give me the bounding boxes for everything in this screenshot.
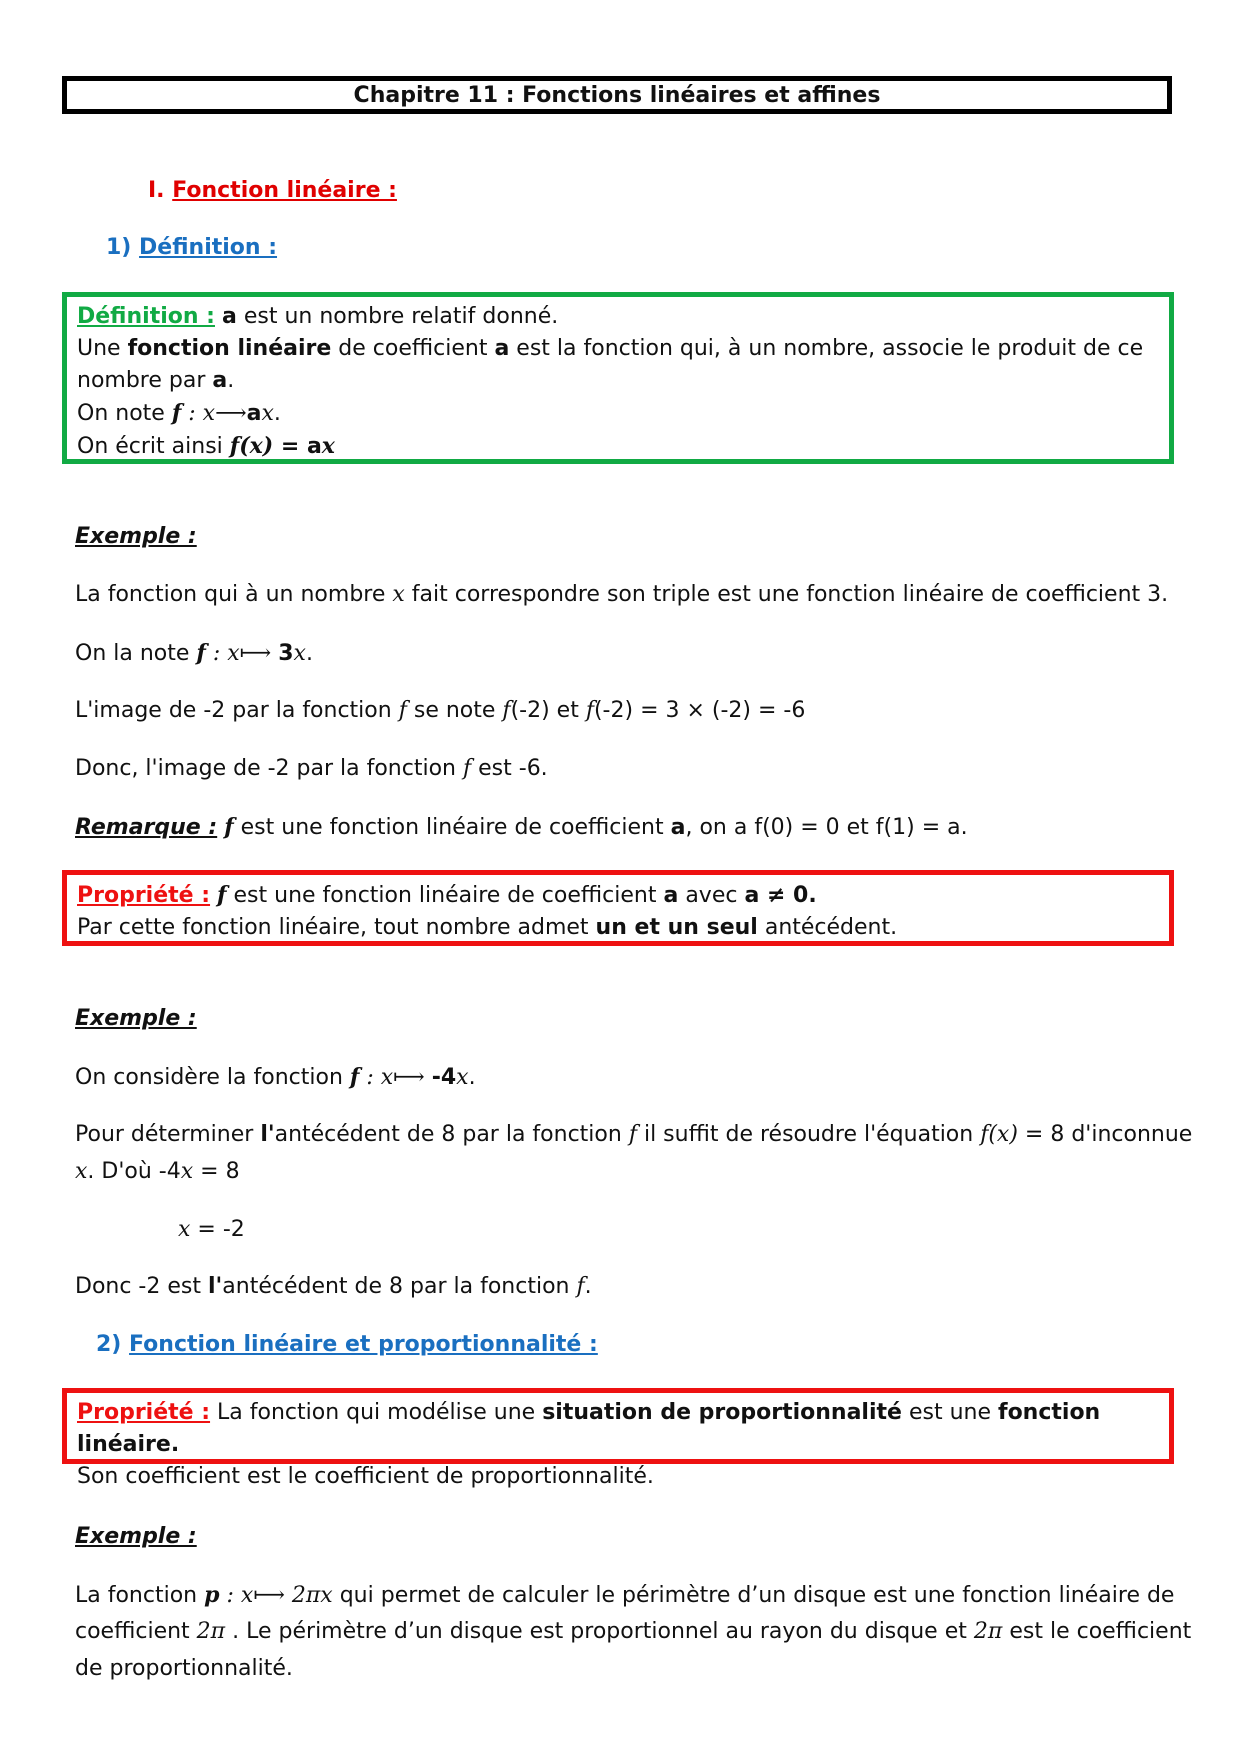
- example2-paragraph-3: x. D'où -4x = 8: [75, 1159, 240, 1184]
- example1-paragraph-1: La fonction qui à un nombre x fait correspondre son triple est une fonction linéaire de coefficient 3.: [75, 582, 1169, 607]
- definition-line-2: Une fonction linéaire de coefficient a est la fonction qui, à un nombre, associe le produit de ce: [77, 336, 1144, 361]
- example-heading-2: Exemple :: [75, 1006, 197, 1031]
- example2-solution: x = -2: [178, 1217, 245, 1242]
- definition-line-4: On note f : x⟶ax.: [77, 400, 281, 426]
- example-heading-3: Exemple :: [75, 1524, 197, 1549]
- property-label: Propriété :: [77, 883, 211, 908]
- example1-paragraph-3: L'image de -2 par la fonction f se note f(-2) et f(-2) = 3 × (-2) = -6: [75, 698, 806, 723]
- example3-paragraph-3: de proportionnalité.: [75, 1656, 293, 1681]
- definition-line-3: nombre par a.: [77, 368, 235, 393]
- subsection-title: Fonction linéaire et proportionnalité :: [129, 1332, 598, 1357]
- subsection-heading-2: [96, 1332, 598, 1357]
- property2-line-2: Son coefficient est le coefficient de proportionnalité.: [77, 1464, 654, 1489]
- example2-conclusion: Donc -2 est l'antécédent de 8 par la fonction f.: [75, 1274, 592, 1299]
- definition-line-1: Définition : a est un nombre relatif donné.: [77, 304, 559, 329]
- definition-line-5: On écrit ainsi f(x) = ax: [77, 433, 335, 459]
- property1-line-2: Par cette fonction linéaire, tout nombre admet un et un seul antécédent.: [77, 915, 898, 940]
- definition-label: Définition :: [77, 304, 215, 329]
- property-label: Propriété :: [77, 1400, 211, 1425]
- subsection-number: 2): [96, 1332, 122, 1357]
- example1-paragraph-2: On la note f : x⟼ 3x.: [75, 640, 313, 666]
- example3-paragraph-1: La fonction p : x⟼ 2πx qui permet de calculer le périmètre d’un disque est une fonction linéaire de: [75, 1582, 1175, 1608]
- example3-paragraph-2: coefficient 2π . Le périmètre d’un disque est proportionnel au rayon du disque et 2π est le coefficient: [75, 1619, 1192, 1644]
- example-heading-1: Exemple :: [75, 524, 197, 549]
- section-heading-1: [148, 178, 397, 203]
- property2-line-1: Propriété : La fonction qui modélise une situation de proportionnalité est une fonction linéaire.: [77, 1400, 1101, 1457]
- example2-paragraph-1: On considère la fonction f : x⟼ -4x.: [75, 1064, 476, 1090]
- remark-label: Remarque :: [75, 815, 218, 840]
- property1-line-1: Propriété : f est une fonction linéaire de coefficient a avec a ≠ 0.: [77, 882, 817, 908]
- subsection-heading-1: [106, 235, 277, 260]
- property-box-2: [62, 1388, 1174, 1489]
- chapter-title: Chapitre 11 : Fonctions linéaires et affines: [62, 76, 1172, 114]
- subsection-title: Définition :: [139, 235, 278, 260]
- definition-box: [62, 292, 1174, 464]
- example1-paragraph-4: Donc, l'image de -2 par la fonction f est -6.: [75, 756, 548, 781]
- remark: Remarque : f est une fonction linéaire de coefficient a, on a f(0) = 0 et f(1) = a.: [75, 814, 968, 840]
- section-title: Fonction linéaire :: [172, 178, 397, 203]
- subsection-number: 1): [106, 235, 132, 260]
- property-box-1: [62, 870, 1174, 946]
- example2-paragraph-2: Pour déterminer l'antécédent de 8 par la fonction f il suffit de résoudre l'équation f(x) = 8 d'inconnue: [75, 1122, 1193, 1147]
- section-number: I.: [148, 178, 165, 203]
